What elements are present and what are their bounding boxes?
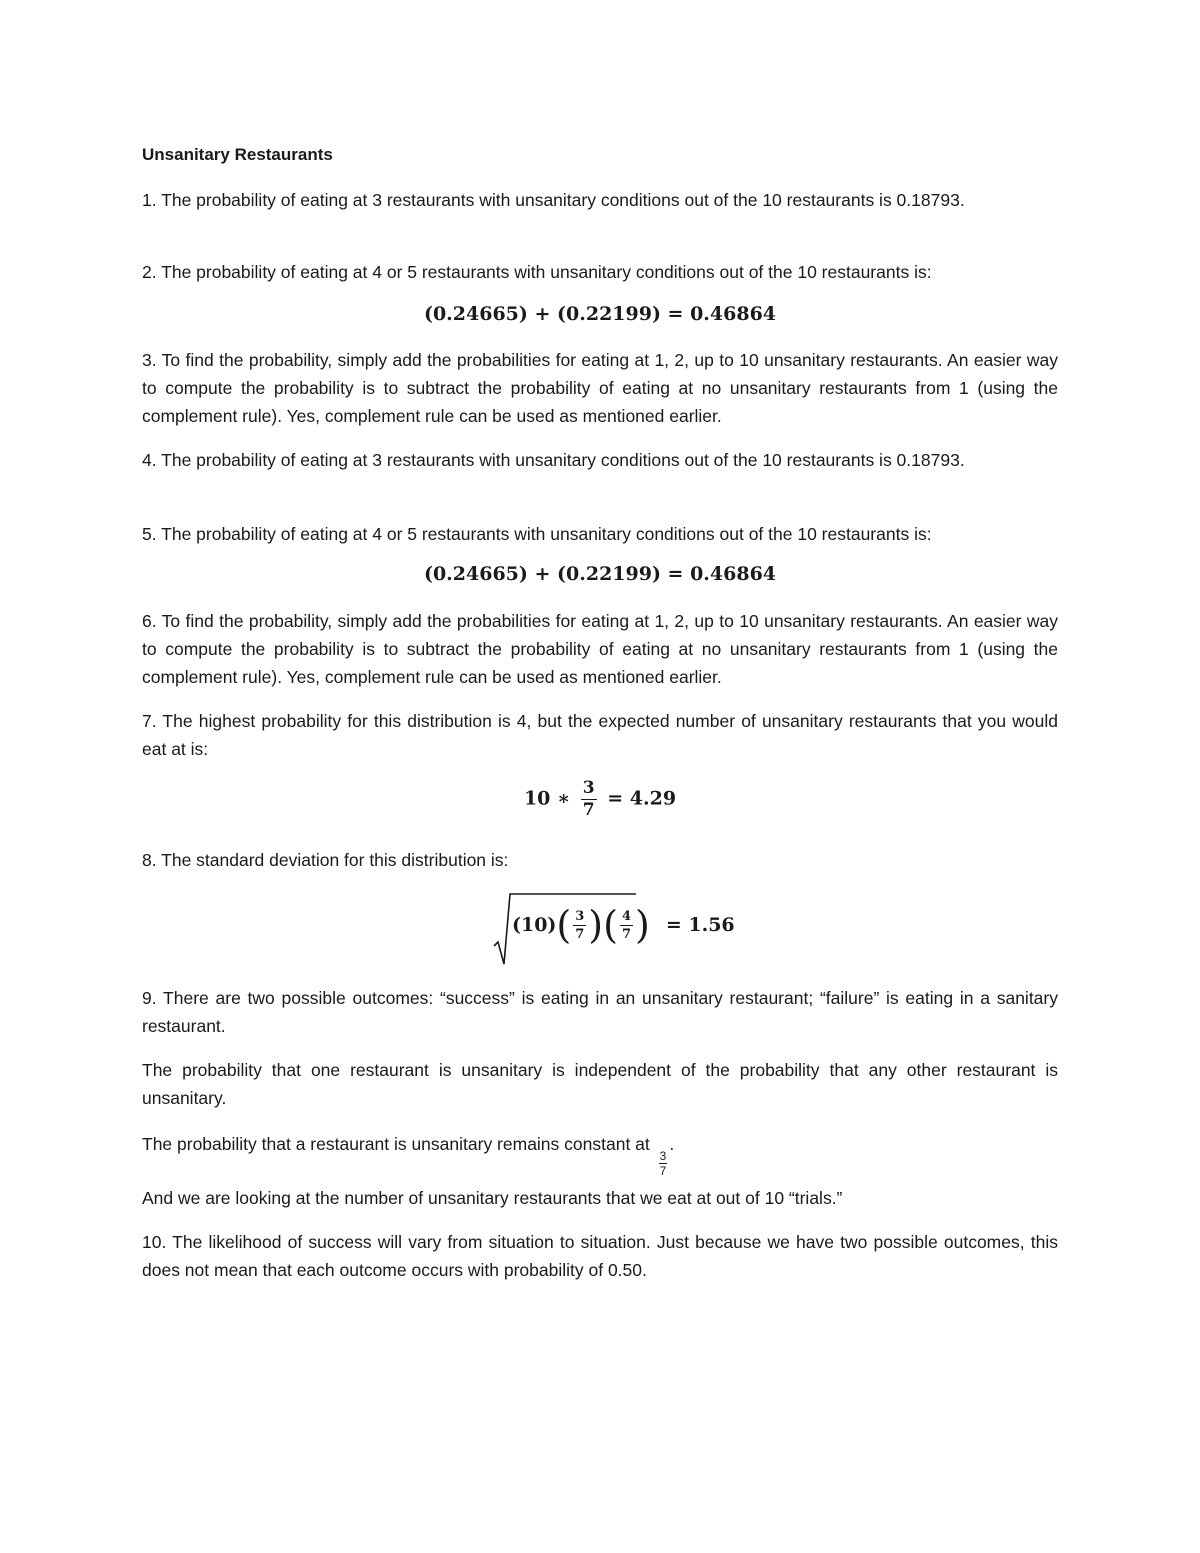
eq3-numerator: 3	[582, 778, 595, 798]
eq4-n: (10)	[512, 914, 557, 936]
equation-2: (0.24665) + (0.22199) = 0.46864	[423, 563, 777, 585]
answer-5: 5. The probability of eating at 4 or 5 restaurants with unsanitary conditions out of the 10 restaurants is:	[142, 524, 932, 544]
document-title: Unsanitary Restaurants	[142, 145, 333, 164]
equation-standard-deviation: (10) ( $\frac{3}{7}$ )( $\frac{4}{7}$ ) = 1.56	[490, 888, 730, 968]
cp-denominator: 7	[659, 1164, 667, 1178]
eq4-f2-numerator: 4	[621, 908, 631, 924]
constant-probability-statement	[142, 1130, 1058, 1177]
independence-statement: The probability that one restaurant is unsanitary is independent of the probability that any other restaurant is unsanitary.	[142, 1060, 1058, 1108]
cp-numerator: 3	[659, 1149, 667, 1163]
eq4-f1-denominator: 7	[575, 926, 585, 942]
answer-9: 9. There are two possible outcomes: “success” is eating in an unsanitary restaurant; “failure” is eating in a sanitary restaurant.	[142, 988, 1058, 1036]
eq3-left: 10 ∗	[523, 787, 571, 810]
eq3-denominator: 7	[582, 800, 595, 820]
answer-2: 2. The probability of eating at 4 or 5 restaurants with unsanitary conditions out of the 10 restaurants is:	[142, 262, 932, 282]
answer-7: 7. The highest probability for this distribution is 4, but the expected number of unsanitary restaurants that you would eat at is:	[142, 711, 1058, 759]
cp-period: .	[669, 1134, 675, 1154]
equation-1: (0.24665) + (0.22199) = 0.46864	[423, 303, 777, 325]
eq4-fraction-1	[573, 910, 586, 941]
equation-expected-value	[142, 780, 1058, 819]
answer-3: 3. To find the probability, simply add the probabilities for eating at 1, 2, up to 10 unsanitary restaurants. An easier way to compute the probability is to subtract the probability of eating at no unsanitary restaurants from 1 (using the complement rule). Yes, complement rule can be used as mentioned earlier.	[142, 350, 1058, 426]
answer-1: 1. The probability of eating at 3 restaurants with unsanitary conditions out of the 10 restaurants is 0.18793.	[142, 190, 965, 210]
eq3-right: = 4.29	[607, 787, 677, 810]
eq4-f1-numerator: 3	[575, 908, 585, 924]
constant-probability-text: The probability that a restaurant is unsanitary remains constant at	[142, 1134, 650, 1154]
constant-probability-fraction	[659, 1150, 668, 1177]
eq4-result: = 1.56	[665, 914, 735, 936]
answer-6: 6. To find the probability, simply add the probabilities for eating at 1, 2, up to 10 unsanitary restaurants. An easier way to compute the probability is to subtract the probability of eating at no unsanitary restaurants from 1 (using the complement rule). Yes, complement rule can be used as mentioned earlier.	[142, 611, 1058, 687]
answer-8: 8. The standard deviation for this distribution is:	[142, 850, 509, 870]
answer-10: 10. The likelihood of success will vary from situation to situation. Just because we have two possible outcomes, this does not mean that each outcome occurs with probability of 0.50.	[142, 1232, 1058, 1280]
trials-statement: And we are looking at the number of unsanitary restaurants that we eat at out of 10 “trials.”	[142, 1188, 843, 1208]
answer-4: 4. The probability of eating at 3 restaurants with unsanitary conditions out of the 10 restaurants is 0.18793.	[142, 450, 965, 470]
eq3-fraction	[581, 780, 597, 819]
eq4-fraction-2	[620, 910, 633, 941]
eq4-f2-denominator: 7	[621, 926, 631, 942]
